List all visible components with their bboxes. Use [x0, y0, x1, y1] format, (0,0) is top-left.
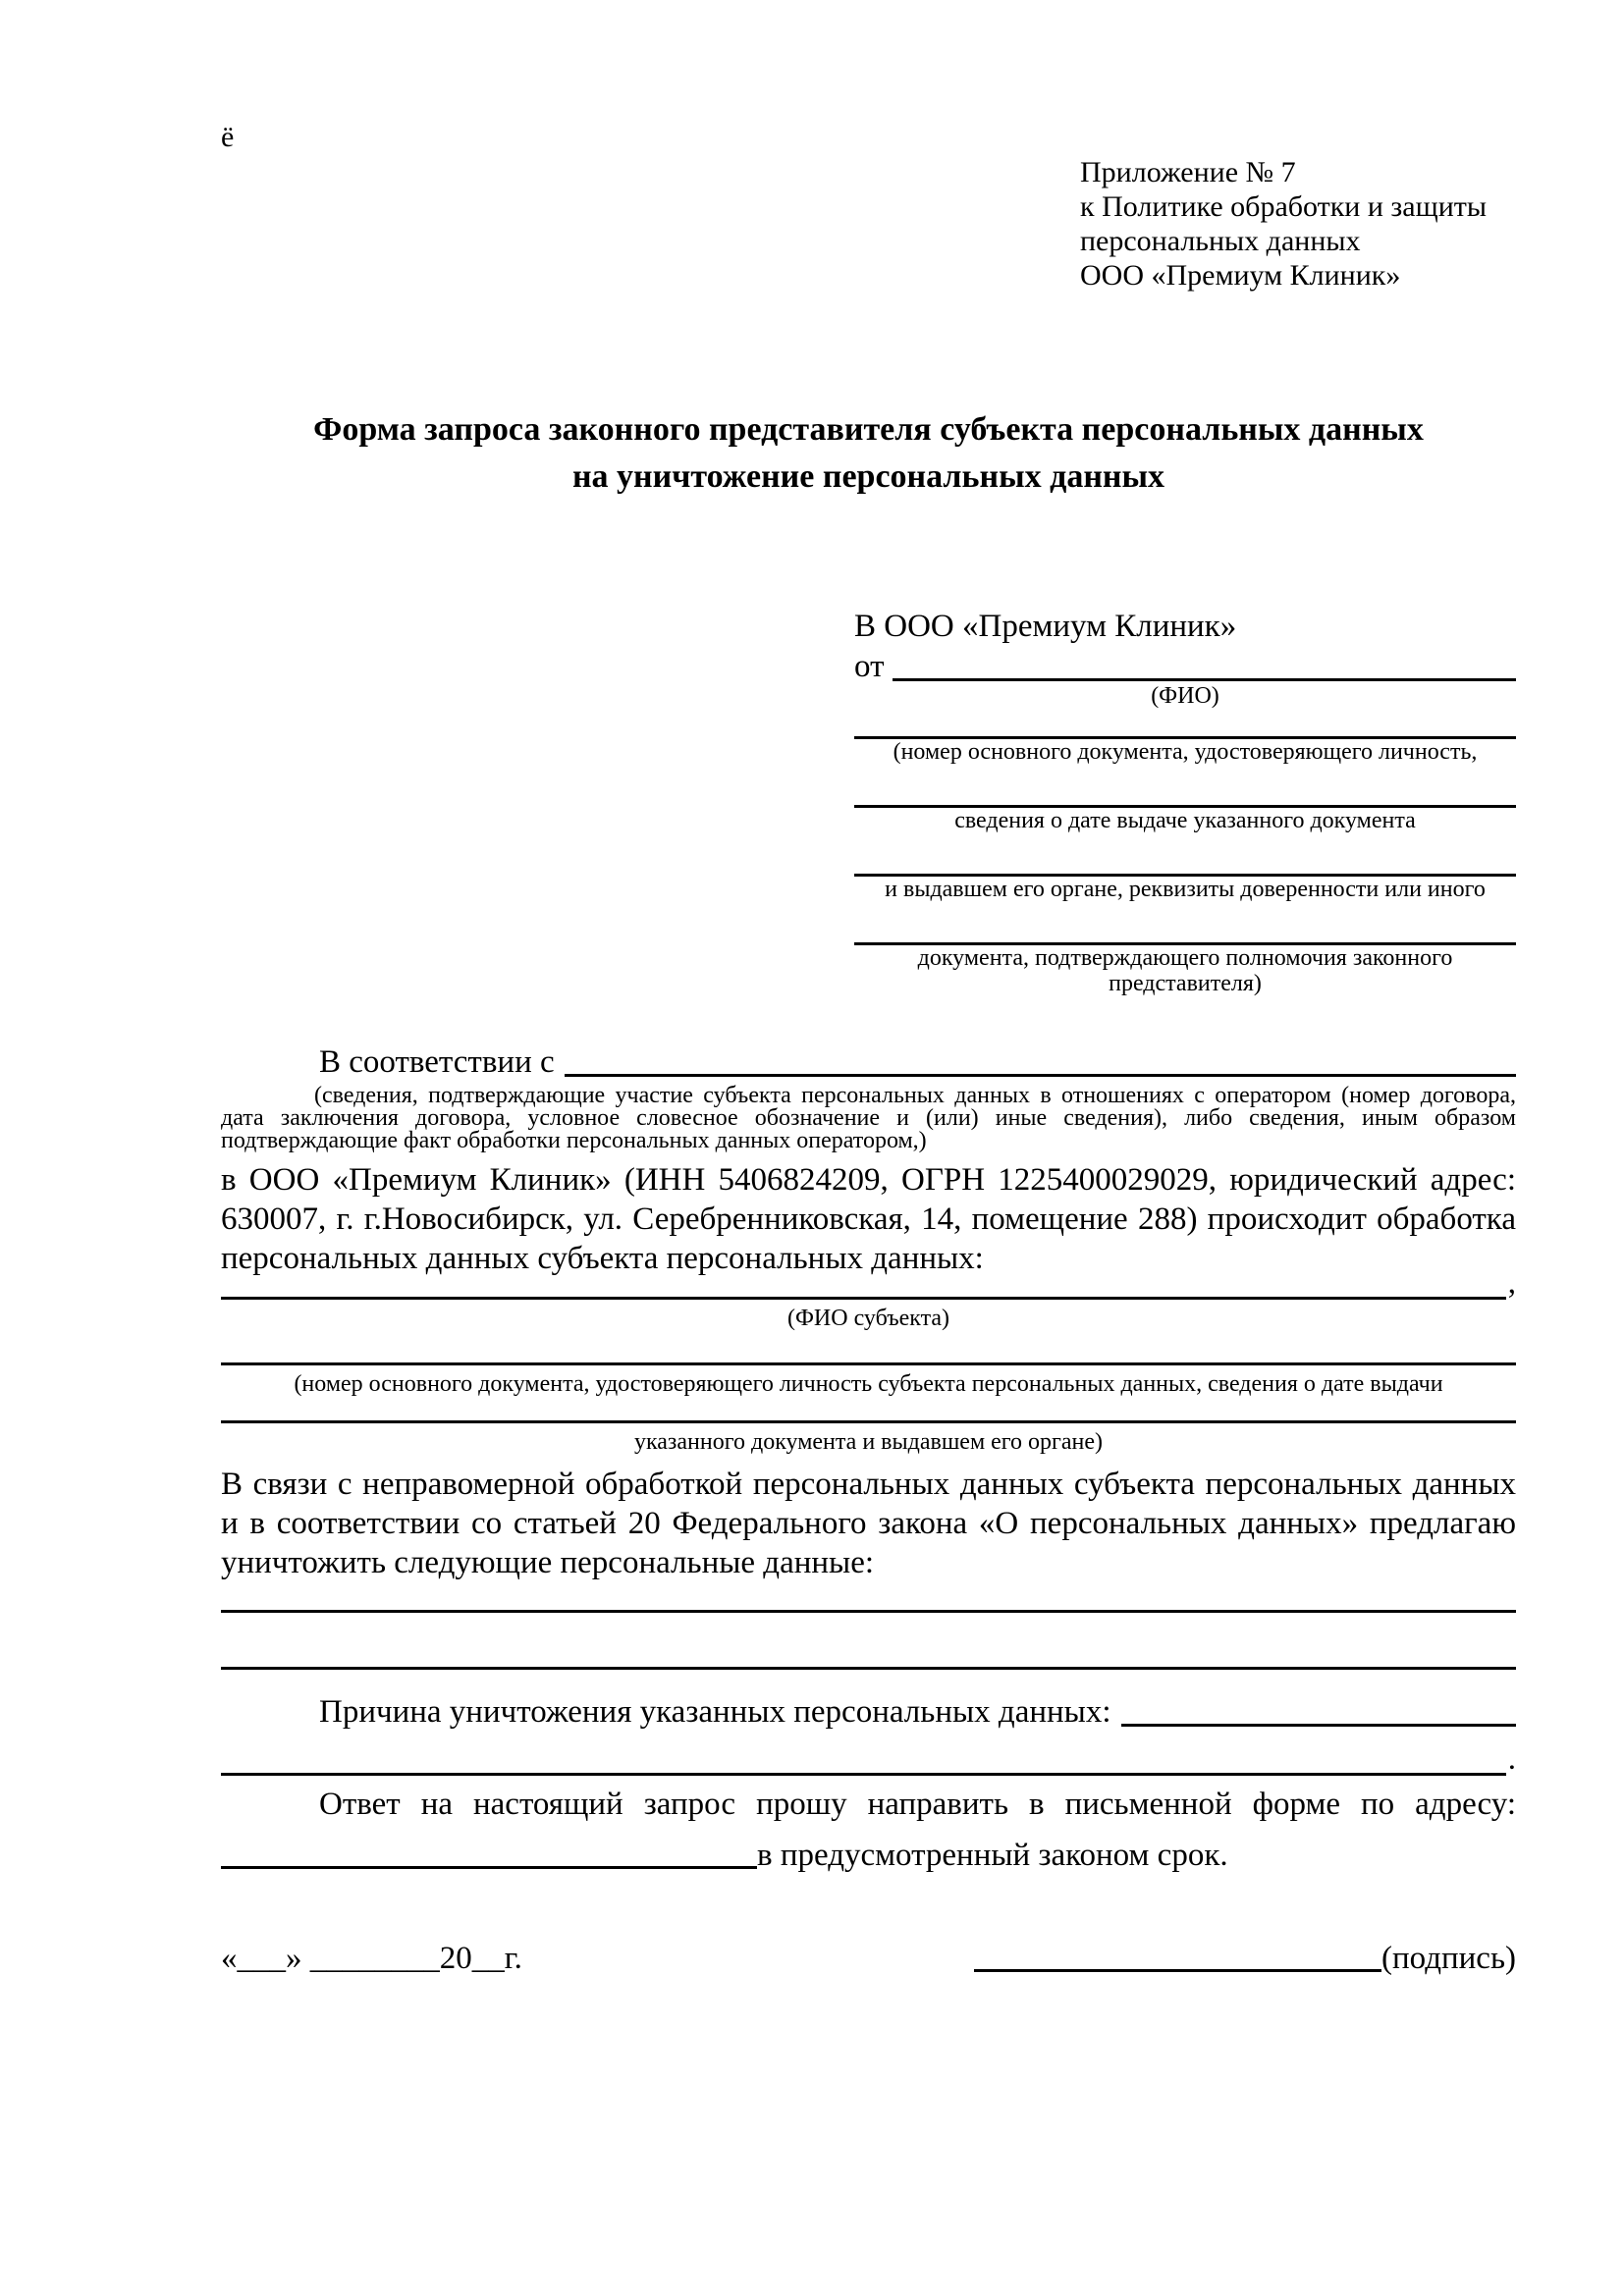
blank-line-2 [221, 1667, 1516, 1670]
period-tail: . [1507, 1741, 1516, 1777]
blank-line-1 [221, 1610, 1516, 1613]
reason-label: Причина уничтожения указанных персональных данных: [319, 1694, 1111, 1730]
accordance-row [221, 1040, 1516, 1079]
answer-tail-text: в предусмотренный законом срок. [757, 1838, 1228, 1873]
accordance-label: В соответствии с [319, 1044, 555, 1080]
field-caption: сведения о дате выдаче указанного документа [954, 808, 1416, 833]
doc-field-group [854, 736, 1516, 765]
reason-row [221, 1683, 1516, 1729]
from-label: от [854, 649, 885, 684]
blank-row-2 [221, 1667, 1516, 1670]
footer-row [221, 1943, 1516, 1975]
appendix-line-2: к Политике обработки и защиты [1080, 190, 1488, 223]
addressee-to: В ООО «Премиум Клиник» [854, 609, 1237, 644]
addressee-block [854, 605, 1516, 996]
fio-caption: (ФИО) [1151, 683, 1219, 709]
subject-doc-caption-2: указанного документа и выдавшем его органе) [633, 1429, 1104, 1455]
reason-end-blank-line [221, 1773, 1506, 1776]
reason-end-row [221, 1741, 1516, 1777]
subject-doc-blank-line-2 [221, 1420, 1516, 1423]
field-caption: и выдавшем его органе, реквизиты доверенности или иного [885, 877, 1486, 902]
answer-address-row [221, 1827, 1516, 1872]
reason-blank-line [1121, 1724, 1516, 1727]
appendix-note [1080, 155, 1516, 293]
accordance-blank-line [565, 1074, 1516, 1077]
appendix-line-3: персональных данных [1080, 225, 1361, 257]
field-caption: (номер основного документа, удостоверяющего личность, [893, 739, 1478, 765]
stray-char: ё [221, 121, 235, 153]
subject-doc-blank-line-1 [221, 1362, 1516, 1365]
doc-field-group [854, 874, 1516, 902]
date-blank-text: «___» ________20__г. [221, 1941, 522, 1976]
signature-caption: (подпись) [1381, 1941, 1516, 1976]
subject-doc-row-2 [221, 1420, 1516, 1423]
subject-doc-caption-1: (номер основного документа, удостоверяющего личность субъекта персональных данных, сведения о дате выдачи [294, 1371, 1443, 1397]
unlawful-paragraph: В связи с неправомерной обработкой персональных данных субъекта персональных данных и в соответствии со статьей 20 Федерального закона «О персональных данных» предлагаю уничтожить следующие персональные данные: [221, 1467, 1516, 1580]
operator-paragraph: в ООО «Премиум Клиник» (ИНН 5406824209, ОГРН 1225400029029, юридический адрес: 630007, г. г.Новосибирск, ул. Серебренниковская, 14, помещение 288) происходит обработка персональных данных субъекта персональных данных: [221, 1162, 1516, 1276]
appendix-line-1: Приложение № 7 [1080, 156, 1296, 188]
title-line-2: на уничтожение персональных данных [571, 458, 1165, 495]
comma-tail: , [1507, 1265, 1516, 1301]
doc-field-group [854, 805, 1516, 833]
field-caption: документа, подтверждающего полномочия законного представителя) [917, 945, 1453, 996]
subject-doc-row-1 [221, 1362, 1516, 1365]
signature-group [974, 1943, 1516, 1975]
doc-field-group [854, 942, 1516, 996]
blank-row-1 [221, 1610, 1516, 1613]
subject-fio-row [221, 1265, 1516, 1301]
title-line-1: Форма запроса законного представителя субъекта персональных данных [313, 411, 1424, 448]
subject-fio-caption: (ФИО субъекта) [786, 1306, 950, 1331]
answer-address-blank-line [221, 1866, 757, 1869]
appendix-line-4: ООО «Премиум Клиник» [1080, 259, 1401, 292]
signature-blank-line [974, 1969, 1381, 1972]
accordance-caption: (сведения, подтверждающие участие субъекта персональных данных в отношениях с оператором (номер договора, дата заключения договора, условное словесное обозначение и (или) иные сведения), либо сведения, иным образом подтверждающие факт обработки персональных данных оператором,) [221, 1083, 1516, 1153]
from-blank-line [893, 678, 1517, 681]
document-title [221, 406, 1516, 501]
subject-fio-blank-line [221, 1297, 1506, 1300]
from-row [854, 648, 1516, 683]
answer-paragraph: Ответ на настоящий запрос прошу направить в письменной форме по адресу: [319, 1787, 1516, 1822]
